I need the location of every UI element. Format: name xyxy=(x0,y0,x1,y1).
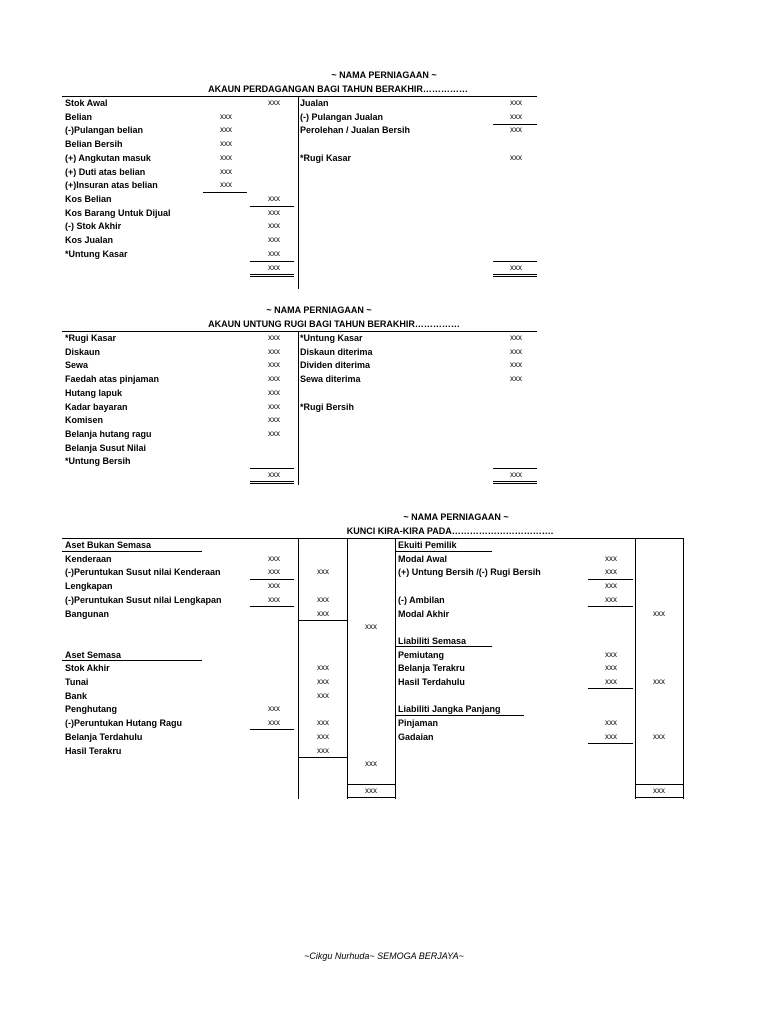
row-label: (-)Pulangan belian xyxy=(65,125,144,136)
bs-col-line-1 xyxy=(298,538,299,799)
row-amount-outer: xxx xyxy=(268,221,280,231)
trading-left-total: xxx xyxy=(268,263,280,272)
bs-right-edge xyxy=(683,538,684,799)
row-amount-3: xxx xyxy=(365,622,377,632)
trading-right-double-rule xyxy=(493,274,537,277)
row-label: Liabiliti Semasa xyxy=(398,635,467,646)
bs-left-total: xxx xyxy=(365,786,377,795)
row-amount-2: xxx xyxy=(317,718,329,728)
row-amount: xxx xyxy=(268,387,280,397)
row-label: Kos Barang Untuk Dijual xyxy=(65,207,171,218)
row-label: Sewa diterima xyxy=(300,374,361,385)
row-amount-inner: xxx xyxy=(220,111,232,121)
row-label: Liabiliti Jangka Panjang xyxy=(398,704,501,715)
row-label: Belian xyxy=(65,111,93,122)
row-amount-1: xxx xyxy=(605,649,617,659)
bs-rule-d xyxy=(250,729,294,730)
row-label: Tunai xyxy=(65,677,89,687)
row-amount-1: xxx xyxy=(268,718,280,728)
row-label: *Rugi Kasar xyxy=(65,333,117,343)
row-amount-1: xxx xyxy=(605,594,617,604)
row-amount: xxx xyxy=(268,401,280,411)
row-label: Diskaun diterima xyxy=(300,346,373,357)
bs-rule-e xyxy=(299,757,347,758)
row-amount-2: xxx xyxy=(317,690,329,700)
bs-rule-f xyxy=(588,579,633,580)
row-amount: xxx xyxy=(510,111,522,121)
trading-subtotal-rule xyxy=(203,192,247,193)
row-label: (+)Insuran atas belian xyxy=(65,180,158,191)
row-amount: xxx xyxy=(268,374,280,384)
bs-noncurrent-underline xyxy=(62,551,202,552)
bs-title: ~ NAMA PERNIAGAAN ~ xyxy=(403,512,509,522)
row-label: *Untung Kasar xyxy=(300,333,363,343)
row-amount: xxx xyxy=(510,98,522,107)
row-label: Penghutang xyxy=(65,704,117,715)
row-label: Ekuiti Pemilik xyxy=(398,540,457,550)
bs-top-rule xyxy=(62,538,683,539)
row-amount-2: xxx xyxy=(653,677,665,686)
row-amount-1: xxx xyxy=(605,581,617,591)
row-amount-1: xxx xyxy=(605,663,617,673)
pl-subtitle: AKAUN UNTUNG RUGI BAGI TAHUN BERAKHIR…………… xyxy=(208,319,460,329)
row-label: Hasil Terakru xyxy=(65,745,122,756)
row-label: Pinjaman xyxy=(398,718,439,729)
pl-title: ~ NAMA PERNIAGAAN ~ xyxy=(266,305,372,315)
row-amount-1: xxx xyxy=(605,718,617,728)
row-label: Stok Akhir xyxy=(65,663,110,674)
trading-title: ~ NAMA PERNIAGAAN ~ xyxy=(331,70,437,80)
bs-rule-h xyxy=(588,688,633,689)
row-amount-1: xxx xyxy=(268,704,280,714)
row-amount: xxx xyxy=(268,415,280,425)
bs-longterm-liab-underline xyxy=(396,715,524,716)
trading-returns-rule xyxy=(493,124,537,125)
row-amount-1: xxx xyxy=(605,731,617,741)
row-amount-1: xxx xyxy=(605,567,617,577)
row-amount-inner: xxx xyxy=(220,152,232,162)
row-label: (-)Peruntukan Hutang Ragu xyxy=(65,718,182,729)
row-amount: xxx xyxy=(510,152,522,162)
bs-subtitle: KUNCI KIRA-KIRA PADA……………………………. xyxy=(346,526,554,536)
row-amount-2: xxx xyxy=(317,731,329,741)
footer-note: ~Cikgu Nurhuda~ SEMOGA BERJAYA~ xyxy=(304,951,464,961)
pl-divider xyxy=(298,331,299,485)
row-amount-1: xxx xyxy=(268,581,280,591)
row-label: Faedah atas pinjaman xyxy=(65,374,160,385)
row-label: Belian Bersih xyxy=(65,139,123,150)
row-label: Lengkapan xyxy=(65,581,113,592)
row-amount-2: xxx xyxy=(653,608,665,618)
bs-current-liab-underline xyxy=(396,646,492,647)
row-label: Aset Semasa xyxy=(65,649,122,660)
row-amount-2: xxx xyxy=(317,677,329,686)
row-label: (+) Angkutan masuk xyxy=(65,152,151,163)
row-label: (-)Peruntukan Susut nilai Kenderaan xyxy=(65,567,221,578)
bs-rule-g xyxy=(588,606,633,607)
row-amount: xxx xyxy=(510,125,522,135)
trading-right-total: xxx xyxy=(510,263,522,272)
bs-rule-a xyxy=(250,579,294,580)
bs-rule-b xyxy=(250,606,294,607)
row-amount-inner: xxx xyxy=(220,180,232,190)
row-label: Hasil Terdahulu xyxy=(398,677,465,687)
row-amount-outer: xxx xyxy=(268,193,280,203)
bs-col-line-2 xyxy=(347,538,348,799)
row-amount-1: xxx xyxy=(268,594,280,604)
row-label: Bangunan xyxy=(65,608,109,619)
row-amount-outer: xxx xyxy=(268,248,280,258)
row-label: Gadaian xyxy=(398,731,434,742)
pl-right-double-rule xyxy=(493,481,537,484)
row-amount-1: xxx xyxy=(268,567,280,577)
row-label: Diskaun xyxy=(65,346,101,357)
row-label: Komisen xyxy=(65,415,104,426)
row-amount-outer: xxx xyxy=(268,235,280,244)
row-amount-3: xxx xyxy=(365,759,377,769)
row-amount: xxx xyxy=(268,333,280,342)
row-amount-1: xxx xyxy=(605,677,617,686)
trading-left-double-rule xyxy=(250,274,294,277)
row-amount-2: xxx xyxy=(317,663,329,673)
bs-rule-i xyxy=(588,743,633,744)
trading-divider xyxy=(298,96,299,289)
row-label: *Rugi Kasar xyxy=(300,152,352,163)
row-label: Sewa xyxy=(65,360,89,371)
row-label: Perolehan / Jualan Bersih xyxy=(300,125,411,136)
row-amount: xxx xyxy=(268,360,280,370)
row-amount-inner: xxx xyxy=(220,125,232,135)
row-amount: xxx xyxy=(510,333,522,342)
row-label: Hutang lapuk xyxy=(65,387,123,398)
row-amount: xxx xyxy=(510,374,522,384)
row-label: Dividen diterima xyxy=(300,360,371,371)
bs-rule-c xyxy=(299,620,347,621)
bs-current-underline xyxy=(62,660,202,661)
row-label: (-) Pulangan Jualan xyxy=(300,111,384,122)
row-amount-inner: xxx xyxy=(220,166,232,176)
row-label: (-) Ambilan xyxy=(398,594,445,605)
trading-cogs-rule xyxy=(250,206,294,207)
row-amount-2: xxx xyxy=(317,567,329,577)
row-label: (-)Peruntukan Susut nilai Lengkapan xyxy=(65,594,222,605)
row-label: Kos Belian xyxy=(65,193,112,204)
row-amount-2: xxx xyxy=(317,594,329,604)
pl-left-double-rule xyxy=(250,481,294,484)
bs-right-total: xxx xyxy=(653,786,665,795)
row-label: Jualan xyxy=(300,98,329,108)
row-label: Modal Akhir xyxy=(398,608,450,619)
row-label: Modal Awal xyxy=(398,553,448,564)
row-label: *Rugi Bersih xyxy=(300,401,355,412)
row-amount: xxx xyxy=(268,346,280,356)
row-amount-1: xxx xyxy=(268,553,280,563)
bs-col-line-3 xyxy=(635,538,636,799)
row-label: (-) Stok Akhir xyxy=(65,221,122,232)
row-label: Kos Jualan xyxy=(65,235,114,245)
row-amount-inner: xxx xyxy=(220,139,232,149)
row-label: *Untung Kasar xyxy=(65,248,128,259)
row-label: *Untung Bersih xyxy=(65,456,131,467)
row-amount: xxx xyxy=(268,428,280,438)
row-amount-2: xxx xyxy=(317,745,329,755)
row-label: Belanja hutang ragu xyxy=(65,428,152,439)
row-label: (+) Duti atas belian xyxy=(65,166,146,177)
row-amount-1: xxx xyxy=(605,553,617,563)
row-label: Belanja Susut Nilai xyxy=(65,442,147,453)
row-label: Kenderaan xyxy=(65,553,112,564)
row-label: Aset Bukan Semasa xyxy=(65,540,152,550)
row-label: Bank xyxy=(65,690,88,701)
row-label: Kadar bayaran xyxy=(65,401,128,412)
bs-equity-underline xyxy=(396,551,492,552)
row-amount: xxx xyxy=(510,346,522,356)
trading-subtitle: AKAUN PERDAGANGAN BAGI TAHUN BERAKHIR…………… xyxy=(208,84,468,94)
row-amount-outer: xxx xyxy=(268,98,280,107)
row-label: Pemiutang xyxy=(398,649,445,660)
row-label: (+) Untung Bersih /(-) Rugi Bersih xyxy=(398,567,541,578)
row-amount-2: xxx xyxy=(653,731,665,741)
row-label: Belanja Terdahulu xyxy=(65,731,143,742)
bs-mid-divider xyxy=(395,538,396,799)
row-label: Stok Awal xyxy=(65,98,108,108)
row-amount-outer: xxx xyxy=(268,207,280,217)
pl-left-total: xxx xyxy=(268,470,280,479)
row-amount: xxx xyxy=(510,360,522,370)
pl-right-total: xxx xyxy=(510,470,522,479)
row-amount-2: xxx xyxy=(317,608,329,618)
row-label: Belanja Terakru xyxy=(398,663,465,674)
